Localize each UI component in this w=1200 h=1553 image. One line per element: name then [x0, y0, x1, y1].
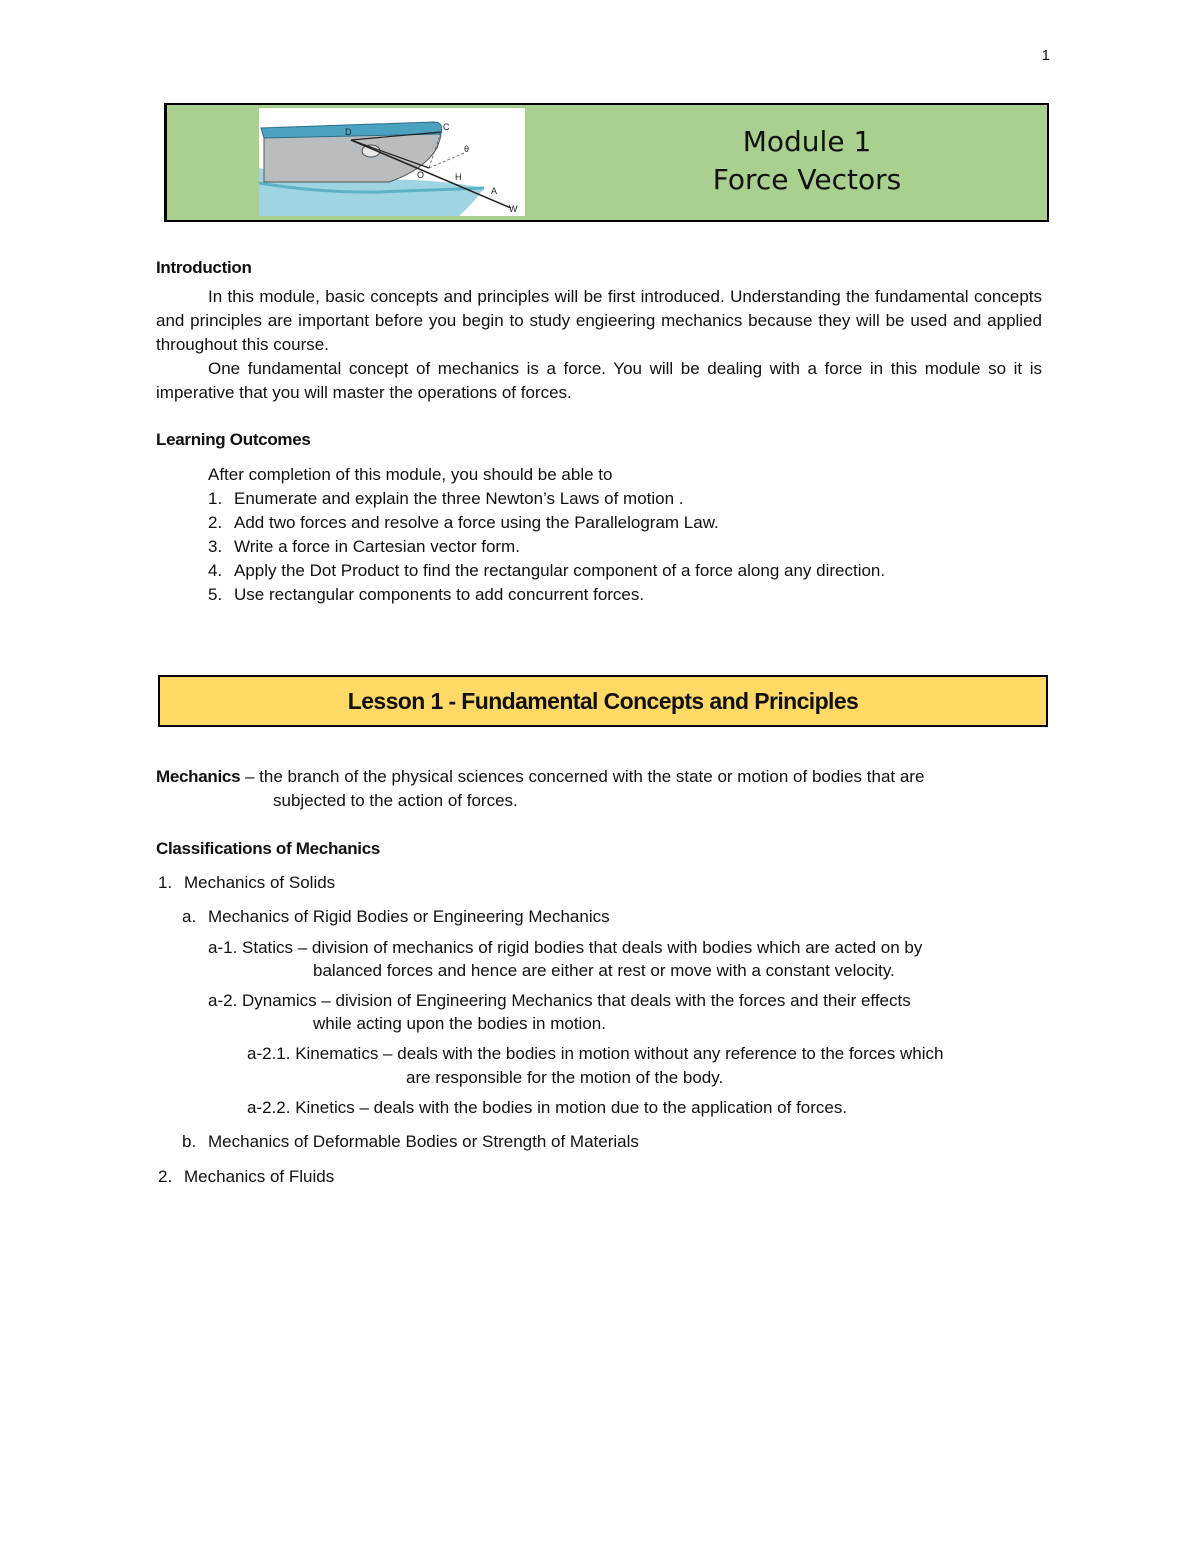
- diagram-label-c: C: [443, 122, 450, 132]
- classification-item-rigid-bodies: a. Mechanics of Rigid Bodies or Engineering Mechanics: [182, 907, 610, 926]
- statics-definition-continued: balanced forces and hence are either at rest or move with a constant velocity.: [313, 961, 895, 980]
- diagram-label-h: H: [455, 172, 462, 182]
- definition-text: the branch of the physical sciences concerned with the state or motion of bodies that are: [259, 767, 925, 786]
- mechanics-definition-continued: subjected to the action of forces.: [273, 791, 518, 810]
- diagram-label-a: A: [491, 186, 498, 196]
- module-title: [627, 123, 987, 199]
- dynamics-definition-continued: while acting upon the bodies in motion.: [313, 1014, 606, 1033]
- module-name: Force Vectors: [712, 163, 902, 196]
- learning-outcomes-lead: After completion of this module, you should be able to: [208, 465, 613, 484]
- diagram-label-theta: θ: [464, 144, 470, 154]
- mechanics-definition: [156, 765, 1042, 789]
- learning-outcomes-heading: Learning Outcomes: [156, 430, 311, 449]
- introduction-paragraph-2: One fundamental concept of mechanics is a force. You will be dealing with a force in this module so it is imperative that you will master the operations of forces.: [156, 359, 1042, 402]
- diagram-label-w: W: [509, 204, 518, 214]
- module-banner: [164, 103, 1049, 222]
- outcome-item: 1. Enumerate and explain the three Newton’s Laws of motion .: [208, 489, 684, 508]
- classifications-heading: Classifications of Mechanics: [156, 839, 381, 858]
- page-number: 1: [1041, 47, 1050, 64]
- learning-outcomes-list: [208, 487, 1048, 607]
- classification-item-solids: 1. Mechanics of Solids: [158, 873, 336, 892]
- introduction-heading: Introduction: [156, 258, 252, 277]
- lesson-title-banner: Lesson 1 - Fundamental Concepts and Principles: [158, 675, 1048, 727]
- diagram-label-d: D: [345, 127, 352, 137]
- outcome-item: 3. Write a force in Cartesian vector form.: [208, 537, 520, 556]
- outcome-item: 4. Apply the Dot Product to find the rectangular component of a force along any direction.: [208, 561, 886, 580]
- classification-item-fluids: 2. Mechanics of Fluids: [158, 1167, 335, 1186]
- dynamics-definition: a-2. Dynamics – division of Engineering Mechanics that deals with the forces and their effects: [208, 991, 911, 1010]
- mechanics-term: Mechanics: [156, 767, 241, 786]
- outcome-item: 5. Use rectangular components to add concurrent forces.: [208, 585, 645, 604]
- definition-dash: –: [240, 767, 260, 786]
- introduction-paragraph-1: In this module, basic concepts and principles will be first introduced. Understanding the fundamental concepts and principles are important before you begin to study engieering mechanics because they will be used and applied throughout this course.: [156, 287, 1042, 354]
- kinetics-definition: a-2.2. Kinetics – deals with the bodies in motion due to the application of forces.: [247, 1098, 848, 1117]
- diagram-label-o: O: [417, 170, 425, 180]
- classification-item-deformable: b. Mechanics of Deformable Bodies or Strength of Materials: [182, 1132, 639, 1151]
- module-number: Module 1: [742, 125, 872, 158]
- outcome-item: 2. Add two forces and resolve a force using the Parallelogram Law.: [208, 513, 719, 532]
- kinematics-definition: a-2.1. Kinematics – deals with the bodies in motion without any reference to the forces which: [247, 1044, 944, 1063]
- kinematics-definition-continued: are responsible for the motion of the body.: [406, 1068, 724, 1087]
- ship-force-diagram: [259, 108, 525, 216]
- statics-definition: a-1. Statics – division of mechanics of rigid bodies that deals with bodies which are acted on by: [208, 938, 923, 957]
